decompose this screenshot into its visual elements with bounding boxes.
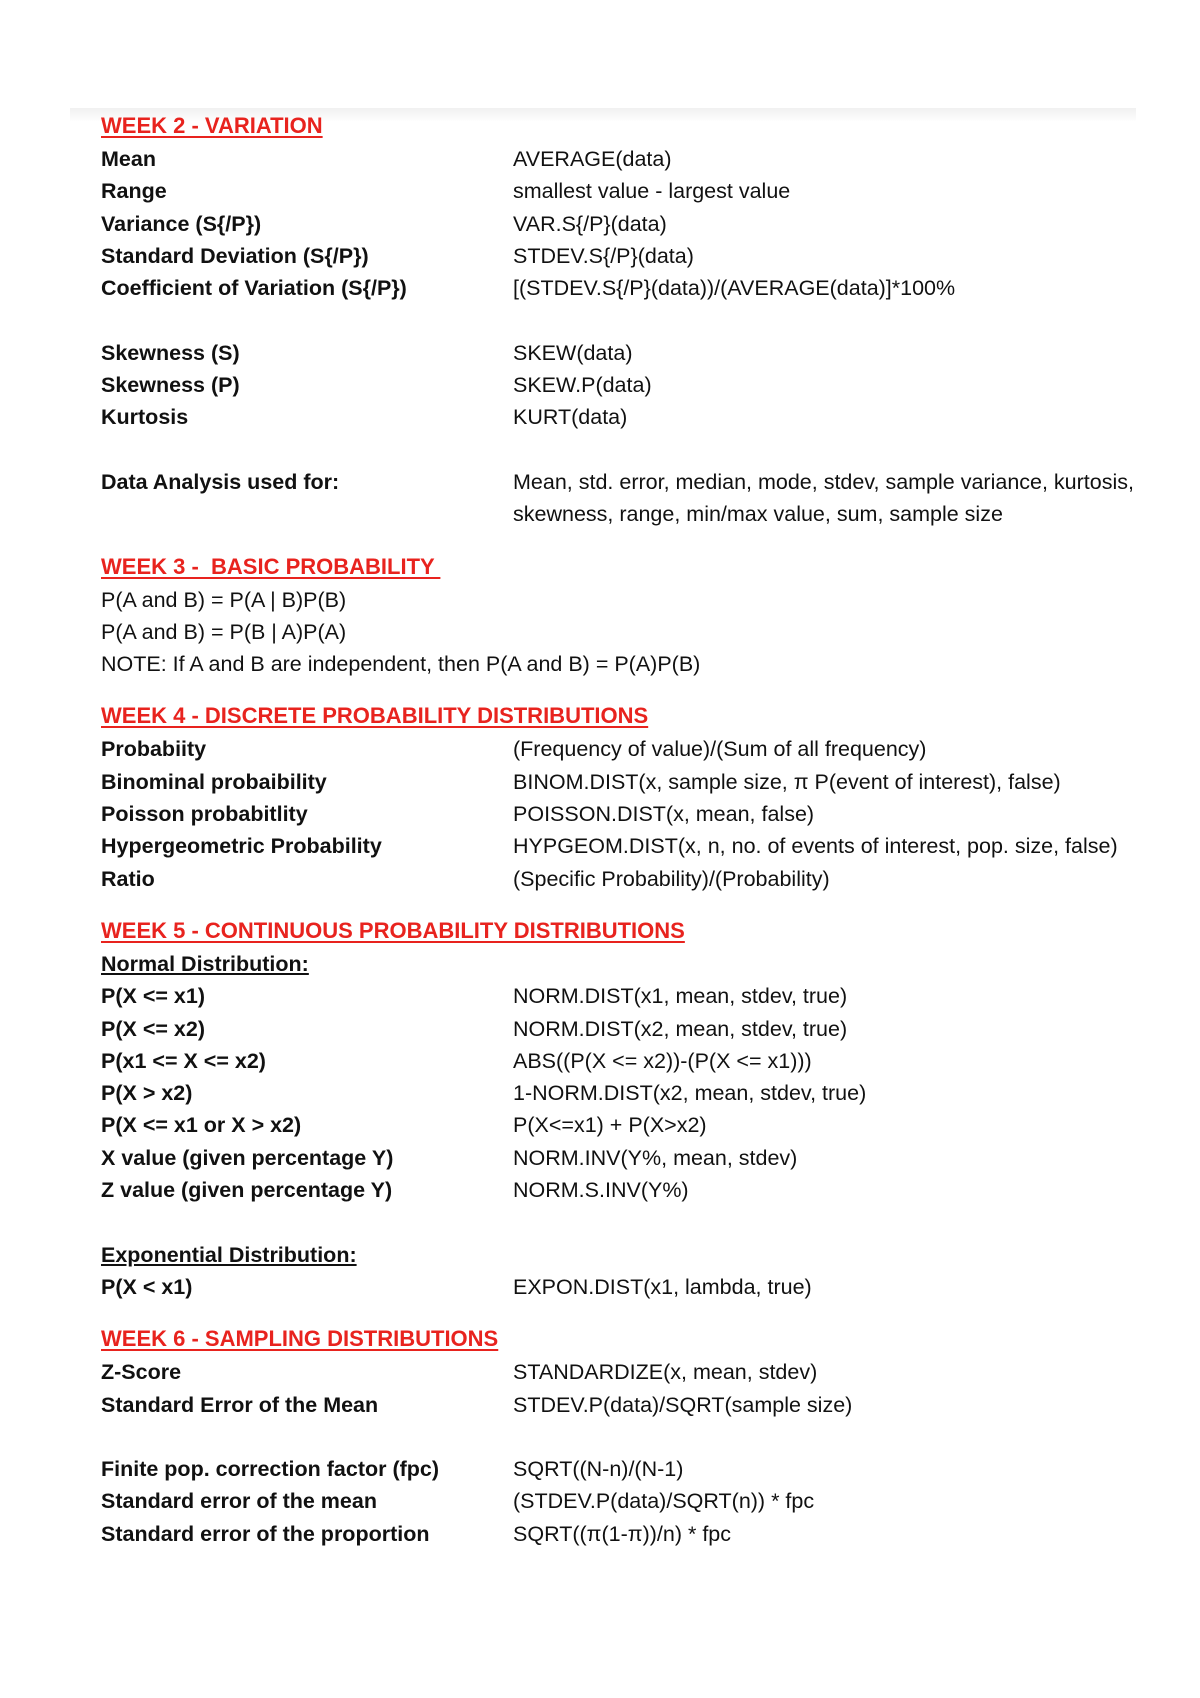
formula-row bbox=[101, 143, 1141, 175]
formula-row bbox=[101, 1271, 1141, 1303]
formula-value: 1-NORM.DIST(x2, mean, stdev, true) bbox=[513, 1081, 867, 1106]
spacer bbox=[101, 531, 1141, 551]
formula-value: (Frequency of value)/(Sum of all frequency) bbox=[513, 737, 927, 762]
formula-row bbox=[101, 401, 1141, 433]
formula-row bbox=[101, 272, 1141, 304]
formula-row bbox=[101, 1485, 1141, 1517]
formula-label: P(X <= x1 or X > x2) bbox=[101, 1113, 302, 1138]
formula-row bbox=[101, 980, 1141, 1012]
formula-label: Z-Score bbox=[101, 1360, 182, 1385]
formula-label: Skewness (S) bbox=[101, 340, 240, 365]
formula-label: P(X <= x1) bbox=[101, 984, 205, 1009]
week6-heading: WEEK 6 - SAMPLING DISTRIBUTIONS bbox=[101, 1326, 499, 1352]
formula-value: smallest value - largest value bbox=[513, 179, 791, 204]
formula-value: BINOM.DIST(x, sample size, π P(event of interest), false) bbox=[513, 769, 1061, 794]
formula-value: KURT(data) bbox=[513, 405, 628, 430]
spacer bbox=[101, 680, 1141, 700]
formula-label: Poisson probabitlity bbox=[101, 802, 308, 827]
formula-value: STANDARDIZE(x, mean, stdev) bbox=[513, 1360, 818, 1385]
formula-label: Probabiity bbox=[101, 737, 207, 762]
formula-row bbox=[101, 1142, 1141, 1174]
formula-label: Mean bbox=[101, 147, 156, 171]
week3-heading: WEEK 3 - BASIC PROBABILITY bbox=[101, 553, 441, 579]
document-body bbox=[101, 110, 1141, 1550]
formula-row bbox=[101, 798, 1141, 830]
formula-row bbox=[101, 1453, 1141, 1485]
formula-value: POISSON.DIST(x, mean, false) bbox=[513, 802, 815, 827]
formula-value: HYPGEOM.DIST(x, n, no. of events of interest, pop. size, false) bbox=[513, 834, 1118, 859]
text-line: P(A and B) = P(B | A)P(A) bbox=[101, 619, 347, 644]
formula-value: SKEW.P(data) bbox=[513, 373, 652, 398]
formula-row bbox=[101, 466, 1141, 531]
week2-heading: WEEK 2 - VARIATION bbox=[101, 113, 323, 138]
formula-value: SQRT((π(1-π))/n) * fpc bbox=[513, 1521, 732, 1546]
formula-label: Z value (given percentage Y) bbox=[101, 1178, 393, 1203]
formula-row bbox=[101, 863, 1141, 895]
formula-value: SKEW(data) bbox=[513, 340, 633, 365]
formula-value: [(STDEV.S{/P}(data))/(AVERAGE(data)]*100% bbox=[513, 276, 956, 301]
week4-heading: WEEK 4 - DISCRETE PROBABILITY DISTRIBUTIONS bbox=[101, 703, 649, 729]
formula-label: Ratio bbox=[101, 866, 155, 891]
formula-value: VAR.S{/P}(data) bbox=[513, 211, 667, 236]
formula-label: Variance (S{/P}) bbox=[101, 211, 262, 236]
formula-label: P(X > x2) bbox=[101, 1081, 193, 1106]
exponential-distribution-heading: Exponential Distribution: bbox=[101, 1242, 357, 1267]
formula-value: ABS((P(X <= x2))-(P(X <= x1))) bbox=[513, 1048, 812, 1073]
formula-label: P(x1 <= X <= x2) bbox=[101, 1048, 266, 1073]
formula-row bbox=[101, 175, 1141, 207]
formula-label: Standard error of the mean bbox=[101, 1489, 377, 1514]
spacer bbox=[101, 895, 1141, 915]
formula-value: (Specific Probability)/(Probability) bbox=[513, 866, 830, 891]
formula-label: Standard Deviation (S{/P}) bbox=[101, 243, 369, 268]
formula-row bbox=[101, 1389, 1141, 1421]
week5-heading: WEEK 5 - CONTINUOUS PROBABILITY DISTRIBUTIONS bbox=[101, 917, 685, 943]
formula-row bbox=[101, 830, 1141, 862]
formula-label: Hypergeometric Probability bbox=[101, 834, 382, 859]
formula-label: X value (given percentage Y) bbox=[101, 1145, 394, 1170]
spacer bbox=[101, 1303, 1141, 1323]
text-line: NOTE: If A and B are independent, then P(A and B) = P(A)P(B) bbox=[101, 652, 701, 677]
formula-row bbox=[101, 208, 1141, 240]
spacer bbox=[101, 1421, 1141, 1453]
formula-value: NORM.DIST(x2, mean, stdev, true) bbox=[513, 1016, 848, 1041]
text-line: P(A and B) = P(A | B)P(B) bbox=[101, 587, 347, 612]
formula-row bbox=[101, 369, 1141, 401]
formula-label: Finite pop. correction factor (fpc) bbox=[101, 1457, 440, 1482]
formula-label: Range bbox=[101, 179, 167, 204]
formula-label: Binominal probaibility bbox=[101, 769, 327, 794]
normal-distribution-heading: Normal Distribution: bbox=[101, 951, 309, 976]
formula-value: SQRT((N-n)/(N-1) bbox=[513, 1457, 684, 1482]
formula-value: NORM.S.INV(Y%) bbox=[513, 1178, 689, 1203]
spacer bbox=[101, 434, 1141, 466]
spacer bbox=[101, 304, 1141, 336]
formula-value: Mean, std. error, median, mode, stdev, sample variance, kurtosis, skewness, range, min/max value, sum, sample size bbox=[513, 469, 1134, 527]
formula-value: AVERAGE(data) bbox=[513, 147, 672, 171]
formula-label: Kurtosis bbox=[101, 405, 189, 430]
formula-row bbox=[101, 337, 1141, 369]
formula-value: NORM.INV(Y%, mean, stdev) bbox=[513, 1145, 798, 1170]
formula-value: P(X<=x1) + P(X>x2) bbox=[513, 1113, 707, 1138]
formula-row bbox=[101, 1109, 1141, 1141]
formula-value: (STDEV.P(data)/SQRT(n)) * fpc bbox=[513, 1489, 815, 1514]
formula-row bbox=[101, 766, 1141, 798]
formula-row bbox=[101, 1045, 1141, 1077]
formula-value: STDEV.P(data)/SQRT(sample size) bbox=[513, 1392, 853, 1417]
formula-row bbox=[101, 1518, 1141, 1550]
formula-row bbox=[101, 1013, 1141, 1045]
formula-value: NORM.DIST(x1, mean, stdev, true) bbox=[513, 984, 848, 1009]
formula-label: Standard error of the proportion bbox=[101, 1521, 430, 1546]
formula-label: Skewness (P) bbox=[101, 373, 240, 398]
formula-label: P(X <= x2) bbox=[101, 1016, 205, 1041]
formula-label: Coefficient of Variation (S{/P}) bbox=[101, 276, 407, 301]
formula-row bbox=[101, 1077, 1141, 1109]
formula-label: P(X < x1) bbox=[101, 1274, 193, 1299]
formula-value: EXPON.DIST(x1, lambda, true) bbox=[513, 1274, 812, 1299]
formula-row bbox=[101, 1174, 1141, 1206]
formula-row bbox=[101, 1356, 1141, 1388]
spacer bbox=[101, 1206, 1141, 1238]
formula-value: STDEV.S{/P}(data) bbox=[513, 243, 694, 268]
formula-label: Data Analysis used for: bbox=[101, 469, 340, 494]
formula-row bbox=[101, 733, 1141, 765]
formula-label: Standard Error of the Mean bbox=[101, 1392, 379, 1417]
formula-row bbox=[101, 240, 1141, 272]
